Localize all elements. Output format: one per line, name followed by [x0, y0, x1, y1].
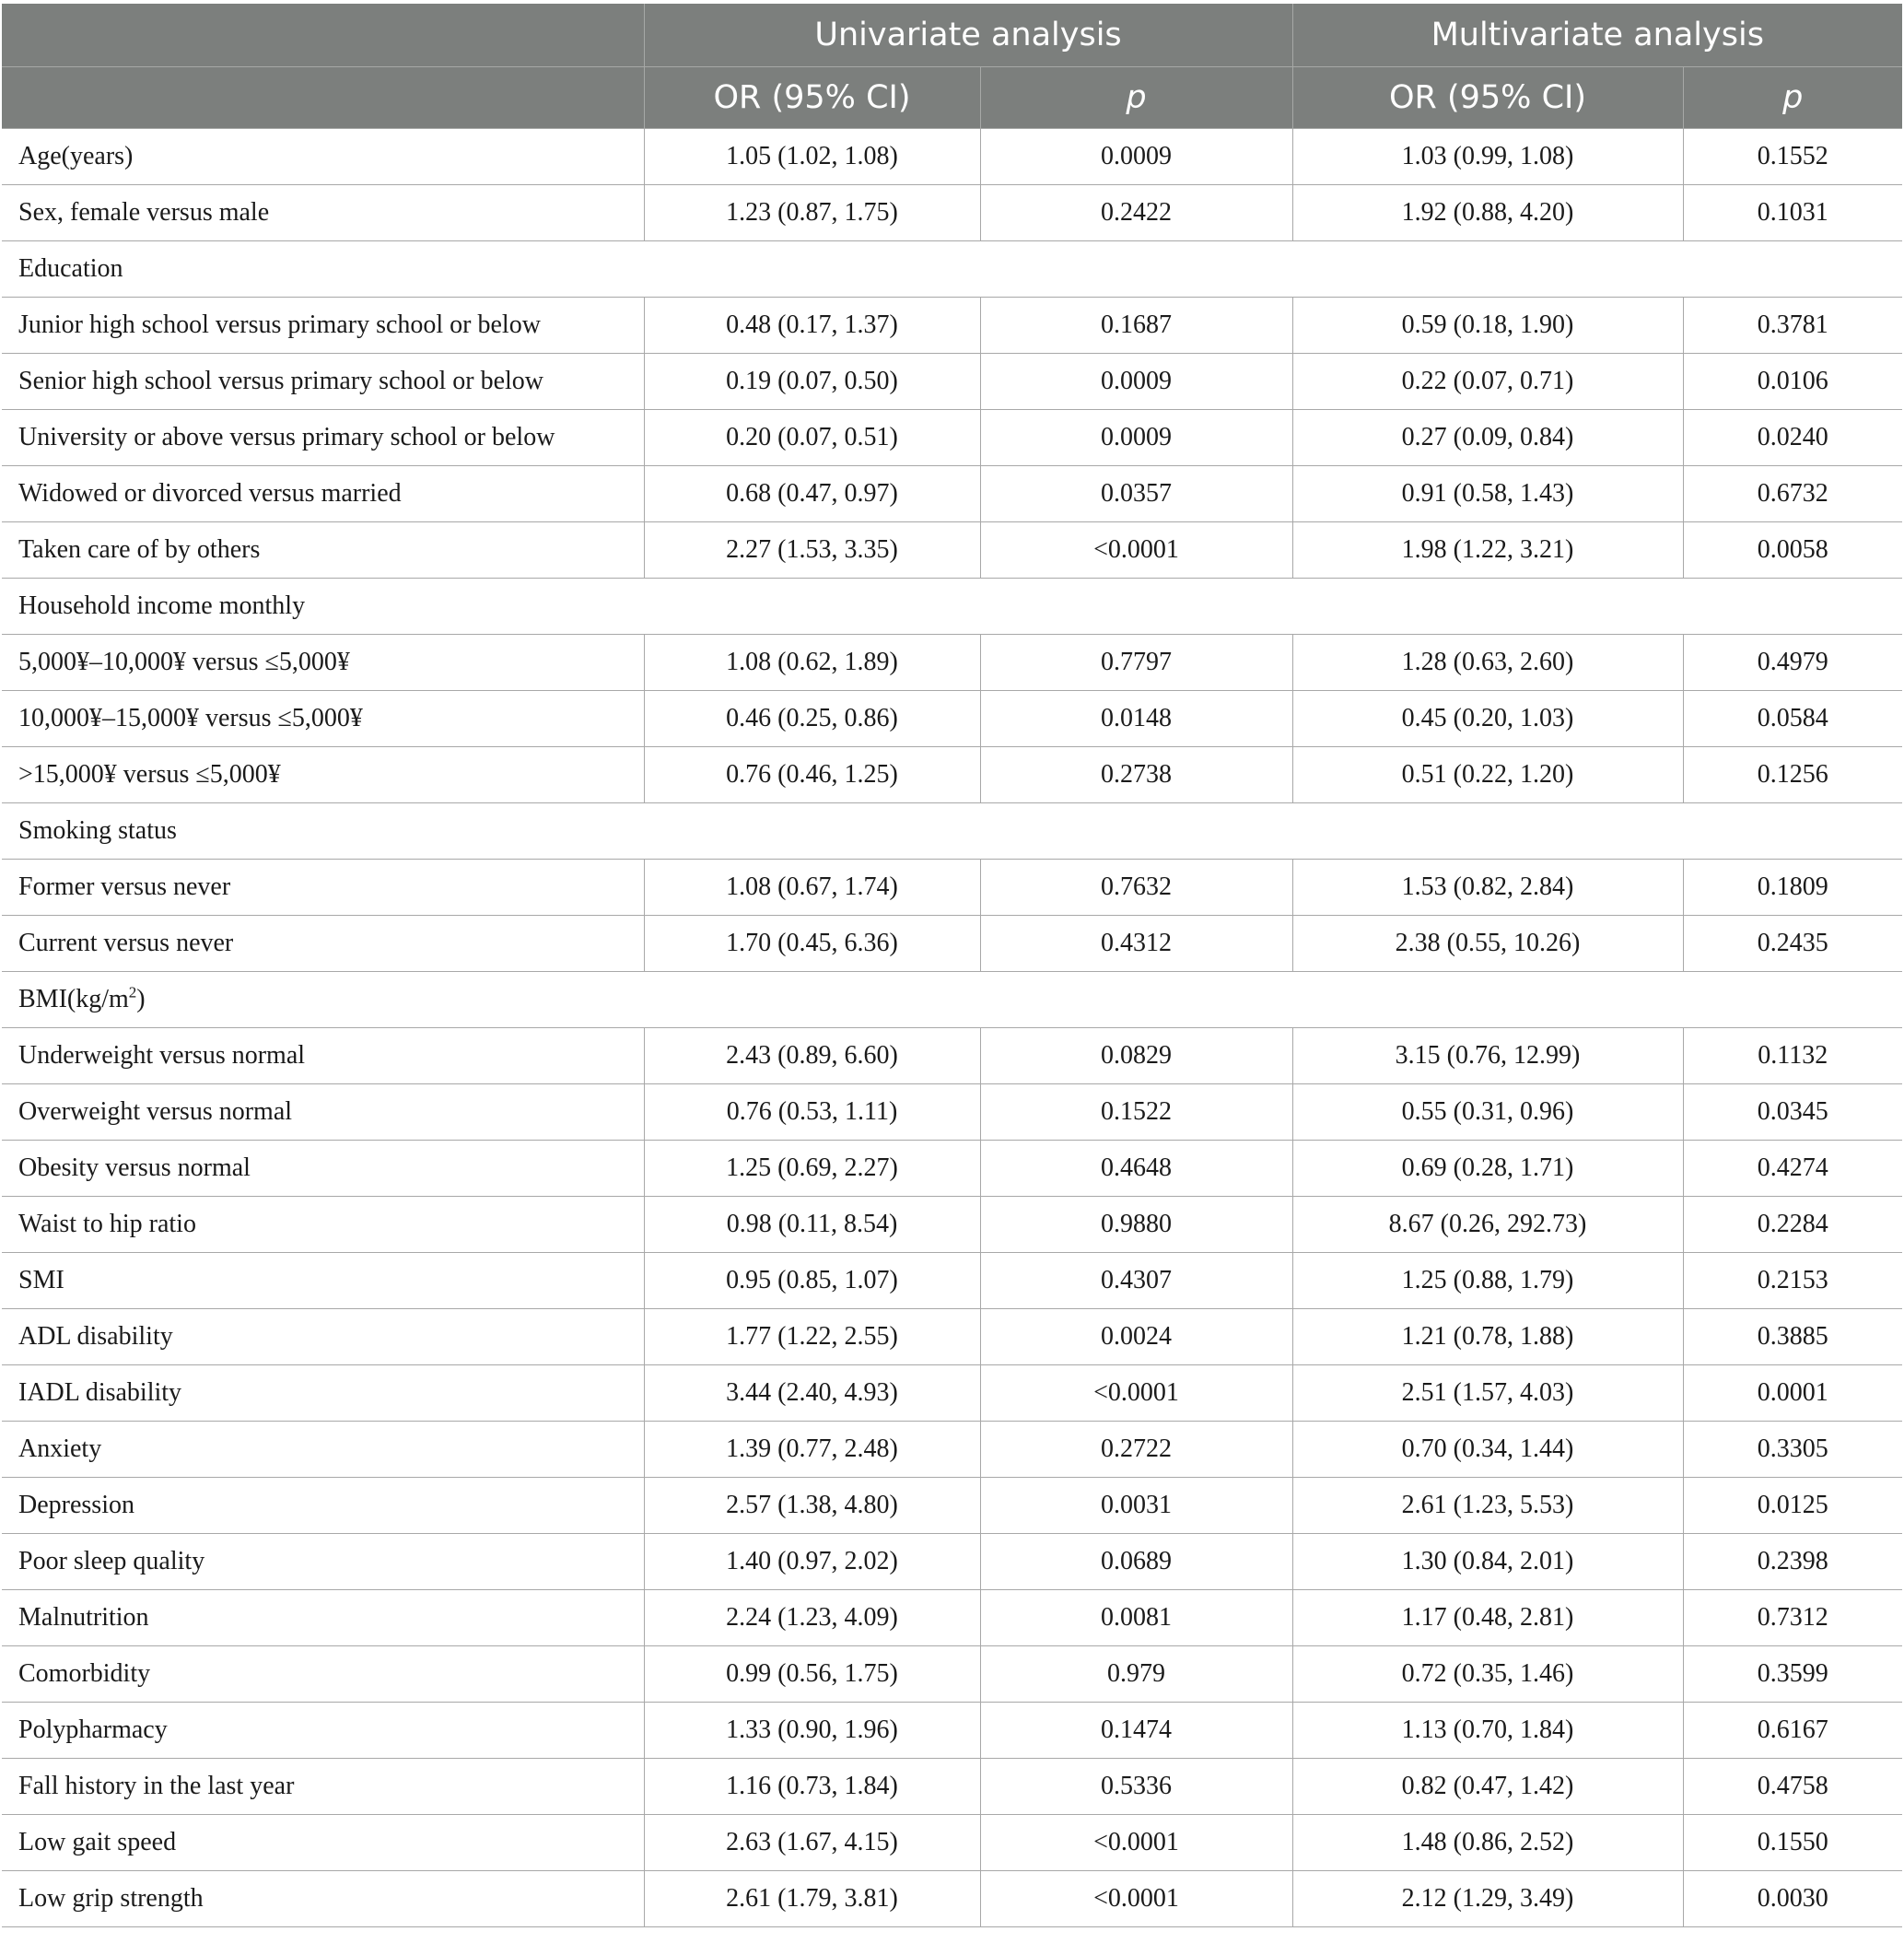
multivariate-or-ci: 0.69 (0.28, 1.71)	[1292, 1141, 1683, 1197]
multivariate-p-value: 0.3599	[1683, 1646, 1902, 1703]
univariate-p-value: 0.0031	[980, 1478, 1292, 1534]
section-row	[2, 579, 1902, 635]
header-blank	[2, 4, 644, 67]
table-row	[2, 916, 1902, 972]
table-row	[2, 298, 1902, 354]
multivariate-p-value: 0.3781	[1683, 298, 1902, 354]
univariate-p-value: 0.0009	[980, 410, 1292, 466]
table-row	[2, 747, 1902, 803]
univariate-p-value: 0.0009	[980, 129, 1292, 185]
multivariate-or-ci: 0.22 (0.07, 0.71)	[1292, 354, 1683, 410]
univariate-p-value: 0.2422	[980, 185, 1292, 241]
multivariate-p-value: 0.1809	[1683, 860, 1902, 916]
univariate-p-value: 0.5336	[980, 1759, 1292, 1815]
multivariate-or-ci: 1.28 (0.63, 2.60)	[1292, 635, 1683, 691]
row-label: University or above versus primary school or below	[2, 410, 644, 466]
multivariate-p-value: 0.3305	[1683, 1422, 1902, 1478]
table-row	[2, 1815, 1902, 1871]
univariate-p-value: 0.7797	[980, 635, 1292, 691]
multivariate-p-value: 0.4979	[1683, 635, 1902, 691]
multivariate-p-value: 0.1256	[1683, 747, 1902, 803]
section-label-text: Education	[18, 254, 123, 283]
table-row	[2, 635, 1902, 691]
row-label: Comorbidity	[2, 1646, 644, 1703]
multivariate-or-ci: 0.70 (0.34, 1.44)	[1292, 1422, 1683, 1478]
header-multi-or-ci: OR (95% CI)	[1292, 67, 1683, 129]
header-uni-p: p	[980, 67, 1292, 129]
multivariate-or-ci: 2.12 (1.29, 3.49)	[1292, 1871, 1683, 1927]
univariate-p-value: 0.0829	[980, 1028, 1292, 1084]
univariate-p-value: 0.4307	[980, 1253, 1292, 1309]
multivariate-p-value: 0.2398	[1683, 1534, 1902, 1590]
row-label: Junior high school versus primary school or below	[2, 298, 644, 354]
univariate-or-ci: 2.43 (0.89, 6.60)	[644, 1028, 980, 1084]
multivariate-p-value: 0.2284	[1683, 1197, 1902, 1253]
table-row	[2, 354, 1902, 410]
table-row	[2, 1253, 1902, 1309]
table-row	[2, 1084, 1902, 1141]
univariate-or-ci: 0.46 (0.25, 0.86)	[644, 691, 980, 747]
univariate-p-value: 0.0689	[980, 1534, 1292, 1590]
multivariate-or-ci: 1.92 (0.88, 4.20)	[1292, 185, 1683, 241]
univariate-or-ci: 0.76 (0.46, 1.25)	[644, 747, 980, 803]
row-label: Former versus never	[2, 860, 644, 916]
multivariate-or-ci: 8.67 (0.26, 292.73)	[1292, 1197, 1683, 1253]
multivariate-or-ci: 0.51 (0.22, 1.20)	[1292, 747, 1683, 803]
section-label-superscript: 2	[128, 983, 137, 1001]
row-label: Low gait speed	[2, 1815, 644, 1871]
row-label: Taken care of by others	[2, 522, 644, 579]
table-row	[2, 410, 1902, 466]
multivariate-p-value: 0.0106	[1683, 354, 1902, 410]
multivariate-or-ci: 1.21 (0.78, 1.88)	[1292, 1309, 1683, 1365]
multivariate-p-value: 0.4758	[1683, 1759, 1902, 1815]
multivariate-or-ci: 0.55 (0.31, 0.96)	[1292, 1084, 1683, 1141]
multivariate-p-value: 0.6167	[1683, 1703, 1902, 1759]
multivariate-or-ci: 1.98 (1.22, 3.21)	[1292, 522, 1683, 579]
header-row-columns	[2, 67, 1902, 129]
univariate-or-ci: 1.16 (0.73, 1.84)	[644, 1759, 980, 1815]
multivariate-or-ci: 1.13 (0.70, 1.84)	[1292, 1703, 1683, 1759]
table-row	[2, 1028, 1902, 1084]
univariate-p-value: 0.9880	[980, 1197, 1292, 1253]
univariate-or-ci: 0.20 (0.07, 0.51)	[644, 410, 980, 466]
row-label: >15,000¥ versus ≤5,000¥	[2, 747, 644, 803]
table-row	[2, 860, 1902, 916]
section-label	[2, 972, 1902, 1028]
multivariate-or-ci: 0.91 (0.58, 1.43)	[1292, 466, 1683, 522]
multivariate-p-value: 0.0001	[1683, 1365, 1902, 1422]
multivariate-or-ci: 1.03 (0.99, 1.08)	[1292, 129, 1683, 185]
section-label-suffix: )	[136, 985, 146, 1013]
univariate-p-value: <0.0001	[980, 1871, 1292, 1927]
regression-table	[2, 4, 1902, 1927]
row-label: Age(years)	[2, 129, 644, 185]
univariate-or-ci: 1.39 (0.77, 2.48)	[644, 1422, 980, 1478]
univariate-or-ci: 2.24 (1.23, 4.09)	[644, 1590, 980, 1646]
table-row	[2, 1141, 1902, 1197]
row-label: Senior high school versus primary school or below	[2, 354, 644, 410]
univariate-p-value: 0.0009	[980, 354, 1292, 410]
multivariate-p-value: 0.0058	[1683, 522, 1902, 579]
section-label	[2, 241, 1902, 298]
row-label: IADL disability	[2, 1365, 644, 1422]
section-row	[2, 241, 1902, 298]
section-label-text: BMI(kg/m	[18, 985, 129, 1013]
table-row	[2, 1646, 1902, 1703]
section-row	[2, 803, 1902, 860]
row-label: Low grip strength	[2, 1871, 644, 1927]
univariate-or-ci: 1.05 (1.02, 1.08)	[644, 129, 980, 185]
multivariate-p-value: 0.0345	[1683, 1084, 1902, 1141]
multivariate-p-value: 0.1031	[1683, 185, 1902, 241]
univariate-or-ci: 0.68 (0.47, 0.97)	[644, 466, 980, 522]
header-univariate: Univariate analysis	[644, 4, 1292, 67]
multivariate-or-ci: 1.17 (0.48, 2.81)	[1292, 1590, 1683, 1646]
table-row	[2, 1871, 1902, 1927]
header-row-groups	[2, 4, 1902, 67]
table-row	[2, 522, 1902, 579]
univariate-or-ci: 3.44 (2.40, 4.93)	[644, 1365, 980, 1422]
table-row	[2, 1759, 1902, 1815]
multivariate-p-value: 0.2435	[1683, 916, 1902, 972]
multivariate-or-ci: 2.61 (1.23, 5.53)	[1292, 1478, 1683, 1534]
multivariate-or-ci: 1.53 (0.82, 2.84)	[1292, 860, 1683, 916]
table-row	[2, 185, 1902, 241]
table-row	[2, 1478, 1902, 1534]
section-label	[2, 803, 1902, 860]
univariate-p-value: 0.2722	[980, 1422, 1292, 1478]
multivariate-p-value: 0.4274	[1683, 1141, 1902, 1197]
multivariate-p-value: 0.1552	[1683, 129, 1902, 185]
univariate-p-value: 0.2738	[980, 747, 1292, 803]
univariate-p-value: <0.0001	[980, 522, 1292, 579]
multivariate-or-ci: 0.59 (0.18, 1.90)	[1292, 298, 1683, 354]
row-label: Current versus never	[2, 916, 644, 972]
row-label: ADL disability	[2, 1309, 644, 1365]
multivariate-p-value: 0.0240	[1683, 410, 1902, 466]
univariate-or-ci: 0.19 (0.07, 0.50)	[644, 354, 980, 410]
table-row	[2, 1534, 1902, 1590]
univariate-p-value: 0.7632	[980, 860, 1292, 916]
table-row	[2, 1309, 1902, 1365]
univariate-p-value: 0.1474	[980, 1703, 1292, 1759]
row-label: Poor sleep quality	[2, 1534, 644, 1590]
univariate-or-ci: 1.25 (0.69, 2.27)	[644, 1141, 980, 1197]
univariate-or-ci: 2.57 (1.38, 4.80)	[644, 1478, 980, 1534]
table-body	[2, 129, 1902, 1927]
univariate-or-ci: 1.08 (0.62, 1.89)	[644, 635, 980, 691]
univariate-p-value: <0.0001	[980, 1815, 1292, 1871]
univariate-or-ci: 0.95 (0.85, 1.07)	[644, 1253, 980, 1309]
univariate-or-ci: 2.61 (1.79, 3.81)	[644, 1871, 980, 1927]
univariate-p-value: 0.1522	[980, 1084, 1292, 1141]
table-row	[2, 466, 1902, 522]
multivariate-p-value: 0.7312	[1683, 1590, 1902, 1646]
row-label: Overweight versus normal	[2, 1084, 644, 1141]
row-label: 5,000¥–10,000¥ versus ≤5,000¥	[2, 635, 644, 691]
multivariate-or-ci: 1.48 (0.86, 2.52)	[1292, 1815, 1683, 1871]
univariate-p-value: 0.4312	[980, 916, 1292, 972]
multivariate-p-value: 0.1132	[1683, 1028, 1902, 1084]
multivariate-or-ci: 2.51 (1.57, 4.03)	[1292, 1365, 1683, 1422]
multivariate-or-ci: 1.25 (0.88, 1.79)	[1292, 1253, 1683, 1309]
univariate-or-ci: 0.99 (0.56, 1.75)	[644, 1646, 980, 1703]
row-label: Fall history in the last year	[2, 1759, 644, 1815]
univariate-p-value: 0.979	[980, 1646, 1292, 1703]
table-row	[2, 1590, 1902, 1646]
multivariate-p-value: 0.3885	[1683, 1309, 1902, 1365]
row-label: Widowed or divorced versus married	[2, 466, 644, 522]
univariate-or-ci: 1.33 (0.90, 1.96)	[644, 1703, 980, 1759]
row-label: Waist to hip ratio	[2, 1197, 644, 1253]
multivariate-or-ci: 0.27 (0.09, 0.84)	[1292, 410, 1683, 466]
univariate-or-ci: 0.98 (0.11, 8.54)	[644, 1197, 980, 1253]
univariate-p-value: 0.0357	[980, 466, 1292, 522]
univariate-p-value: 0.0081	[980, 1590, 1292, 1646]
univariate-p-value: 0.0024	[980, 1309, 1292, 1365]
header-multi-p: p	[1683, 67, 1902, 129]
univariate-or-ci: 1.70 (0.45, 6.36)	[644, 916, 980, 972]
multivariate-or-ci: 3.15 (0.76, 12.99)	[1292, 1028, 1683, 1084]
row-label: Underweight versus normal	[2, 1028, 644, 1084]
row-label: 10,000¥–15,000¥ versus ≤5,000¥	[2, 691, 644, 747]
section-label-text: Household income monthly	[18, 591, 306, 620]
multivariate-p-value: 0.0125	[1683, 1478, 1902, 1534]
multivariate-p-value: 0.0584	[1683, 691, 1902, 747]
multivariate-p-value: 0.6732	[1683, 466, 1902, 522]
row-label: Obesity versus normal	[2, 1141, 644, 1197]
row-label: Anxiety	[2, 1422, 644, 1478]
table-row	[2, 129, 1902, 185]
table-row	[2, 691, 1902, 747]
section-label	[2, 579, 1902, 635]
univariate-p-value: 0.4648	[980, 1141, 1292, 1197]
row-label: Malnutrition	[2, 1590, 644, 1646]
multivariate-or-ci: 0.45 (0.20, 1.03)	[1292, 691, 1683, 747]
univariate-or-ci: 1.40 (0.97, 2.02)	[644, 1534, 980, 1590]
table-row	[2, 1422, 1902, 1478]
univariate-p-value: 0.0148	[980, 691, 1292, 747]
header-multivariate: Multivariate analysis	[1292, 4, 1902, 67]
multivariate-or-ci: 0.72 (0.35, 1.46)	[1292, 1646, 1683, 1703]
table-row	[2, 1197, 1902, 1253]
section-label-text: Smoking status	[18, 816, 177, 845]
row-label: Depression	[2, 1478, 644, 1534]
row-label: SMI	[2, 1253, 644, 1309]
row-label: Sex, female versus male	[2, 185, 644, 241]
multivariate-or-ci: 1.30 (0.84, 2.01)	[1292, 1534, 1683, 1590]
univariate-or-ci: 1.23 (0.87, 1.75)	[644, 185, 980, 241]
header-blank-2	[2, 67, 644, 129]
univariate-or-ci: 0.48 (0.17, 1.37)	[644, 298, 980, 354]
univariate-or-ci: 0.76 (0.53, 1.11)	[644, 1084, 980, 1141]
univariate-p-value: 0.1687	[980, 298, 1292, 354]
row-label: Polypharmacy	[2, 1703, 644, 1759]
univariate-p-value: <0.0001	[980, 1365, 1292, 1422]
univariate-or-ci: 1.77 (1.22, 2.55)	[644, 1309, 980, 1365]
multivariate-or-ci: 0.82 (0.47, 1.42)	[1292, 1759, 1683, 1815]
multivariate-p-value: 0.0030	[1683, 1871, 1902, 1927]
header-uni-or-ci: OR (95% CI)	[644, 67, 980, 129]
univariate-or-ci: 2.63 (1.67, 4.15)	[644, 1815, 980, 1871]
univariate-or-ci: 2.27 (1.53, 3.35)	[644, 522, 980, 579]
table-row	[2, 1703, 1902, 1759]
multivariate-or-ci: 2.38 (0.55, 10.26)	[1292, 916, 1683, 972]
multivariate-p-value: 0.2153	[1683, 1253, 1902, 1309]
table-row	[2, 1365, 1902, 1422]
multivariate-p-value: 0.1550	[1683, 1815, 1902, 1871]
section-row	[2, 972, 1902, 1028]
univariate-or-ci: 1.08 (0.67, 1.74)	[644, 860, 980, 916]
